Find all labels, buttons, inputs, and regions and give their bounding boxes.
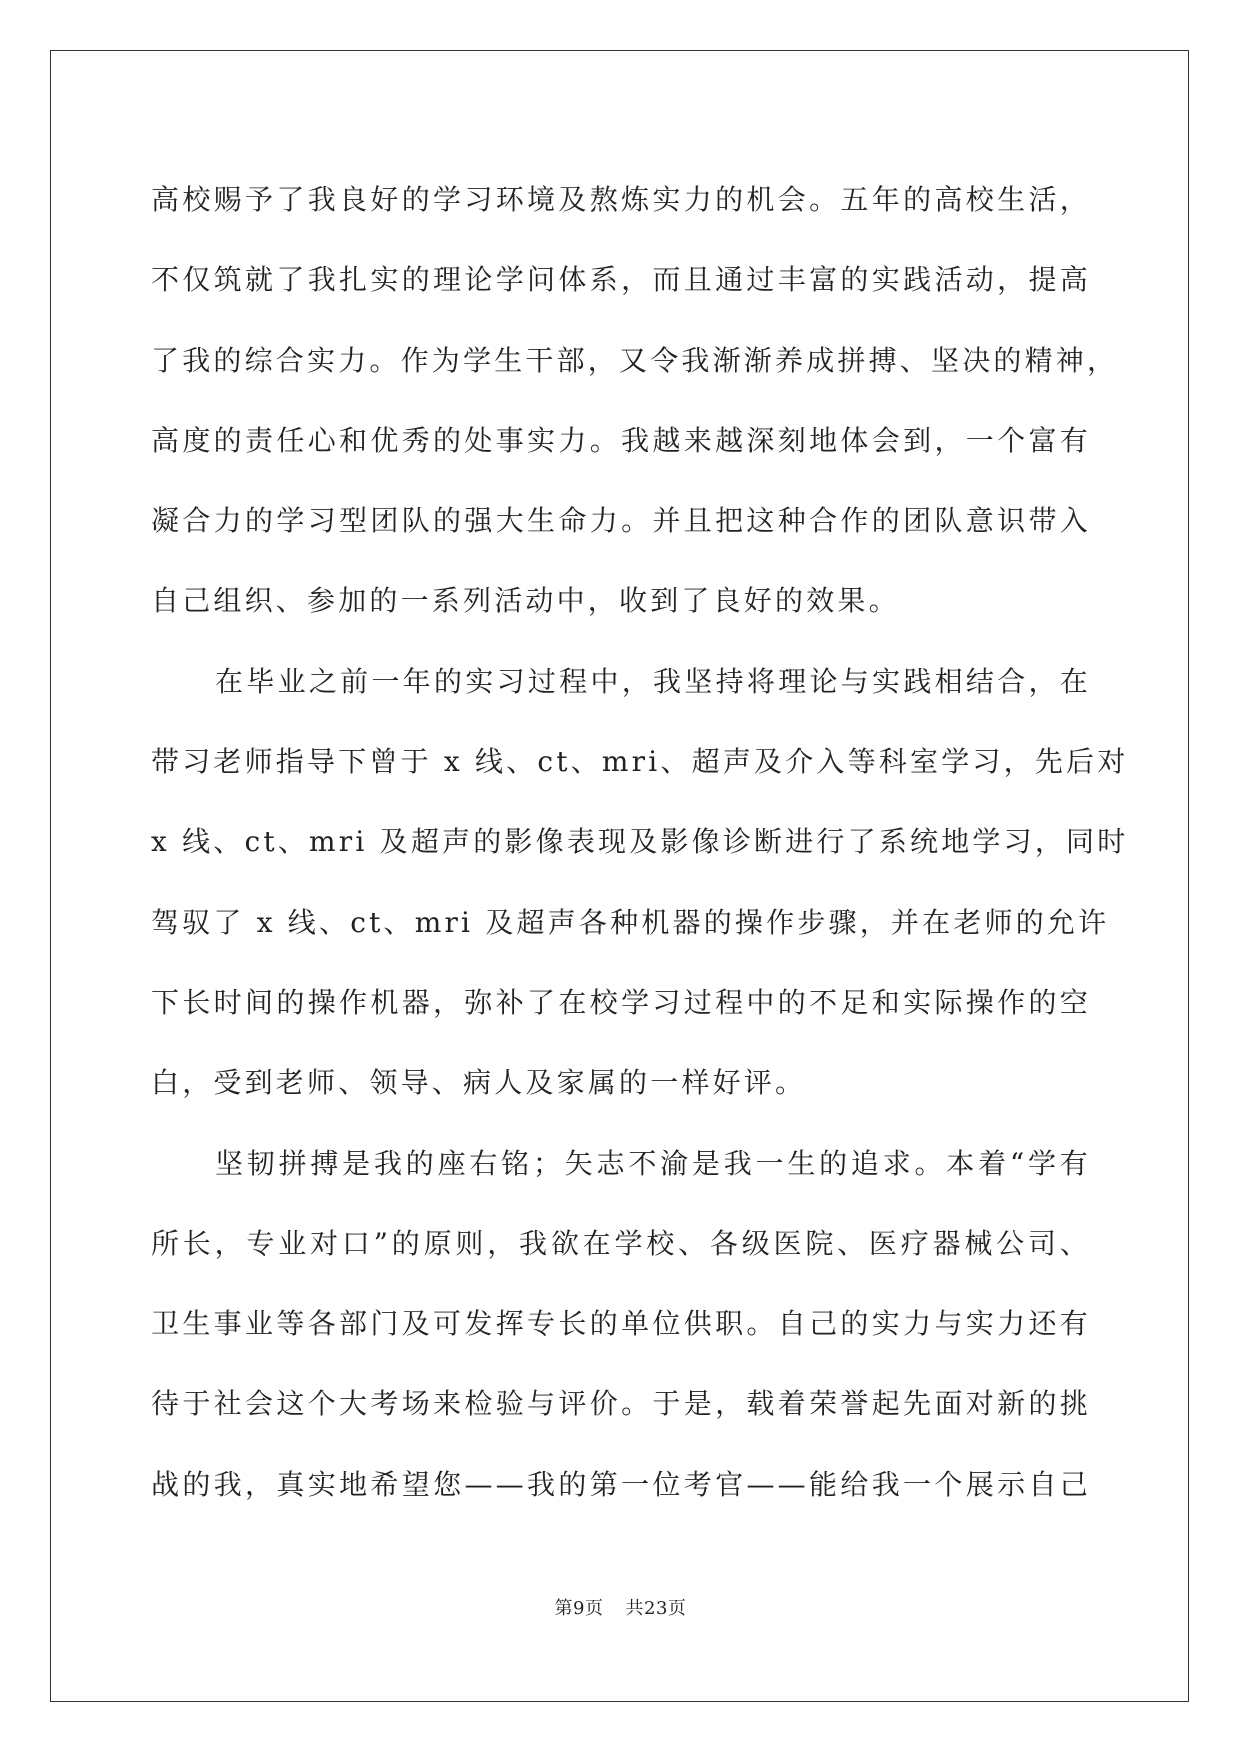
text-line: 带习老师指导下曾于 x 线、ct、mri、超声及介入等科室学习，先后对 [151,745,1129,779]
paragraph-start-line: 坚韧拼搏是我的座右铭；矢志不渝是我一生的追求。本着“学有 [215,1146,1091,1180]
text-line: 高度的责任心和优秀的处事实力。我越来越深刻地体会到，一个富有 [151,423,1091,457]
text-line: 下长时间的操作机器，弥补了在校学习过程中的不足和实际操作的空 [151,985,1091,1019]
text-line: x 线、ct、mri 及超声的影像表现及影像诊断进行了系统地学习，同时 [151,825,1129,859]
page-footer [0,1594,1241,1620]
text-line: 驾驭了 x 线、ct、mri 及超声各种机器的操作步骤，并在老师的允许 [151,905,1110,939]
current-page-number: 第9页 [554,1598,604,1619]
text-line: 卫生事业等各部门及可发挥专长的单位供职。自己的实力与实力还有 [151,1307,1091,1341]
text-line: 不仅筑就了我扎实的理论学问体系，而且通过丰富的实践活动，提高 [151,263,1091,297]
text-line: 战的我，真实地希望您——我的第一位考官——能给我一个展示自己 [151,1467,1091,1501]
document-body [151,160,1129,1525]
text-line: 凝合力的学习型团队的强大生命力。并且把这种合作的团队意识带入 [151,504,1091,538]
text-line: 了我的综合实力。作为学生干部，又令我渐渐养成拼搏、坚决的精神， [151,343,1119,377]
paragraph-start-line: 在毕业之前一年的实习过程中，我坚持将理论与实践相结合，在 [215,664,1091,698]
text-line: 待于社会这个大考场来检验与评价。于是，载着荣誉起先面对新的挑 [151,1387,1091,1421]
text-line: 所长，专业对口”的原则，我欲在学校、各级医院、医疗器械公司、 [151,1226,1091,1260]
text-line: 白，受到老师、领导、病人及家属的一样好评。 [151,1066,807,1100]
total-page-count: 共23页 [625,1598,687,1619]
text-line: 高校赐予了我良好的学习环境及熬炼实力的机会。五年的高校生活， [151,183,1091,216]
text-line: 自己组织、参加的一系列活动中，收到了良好的效果。 [151,584,900,618]
